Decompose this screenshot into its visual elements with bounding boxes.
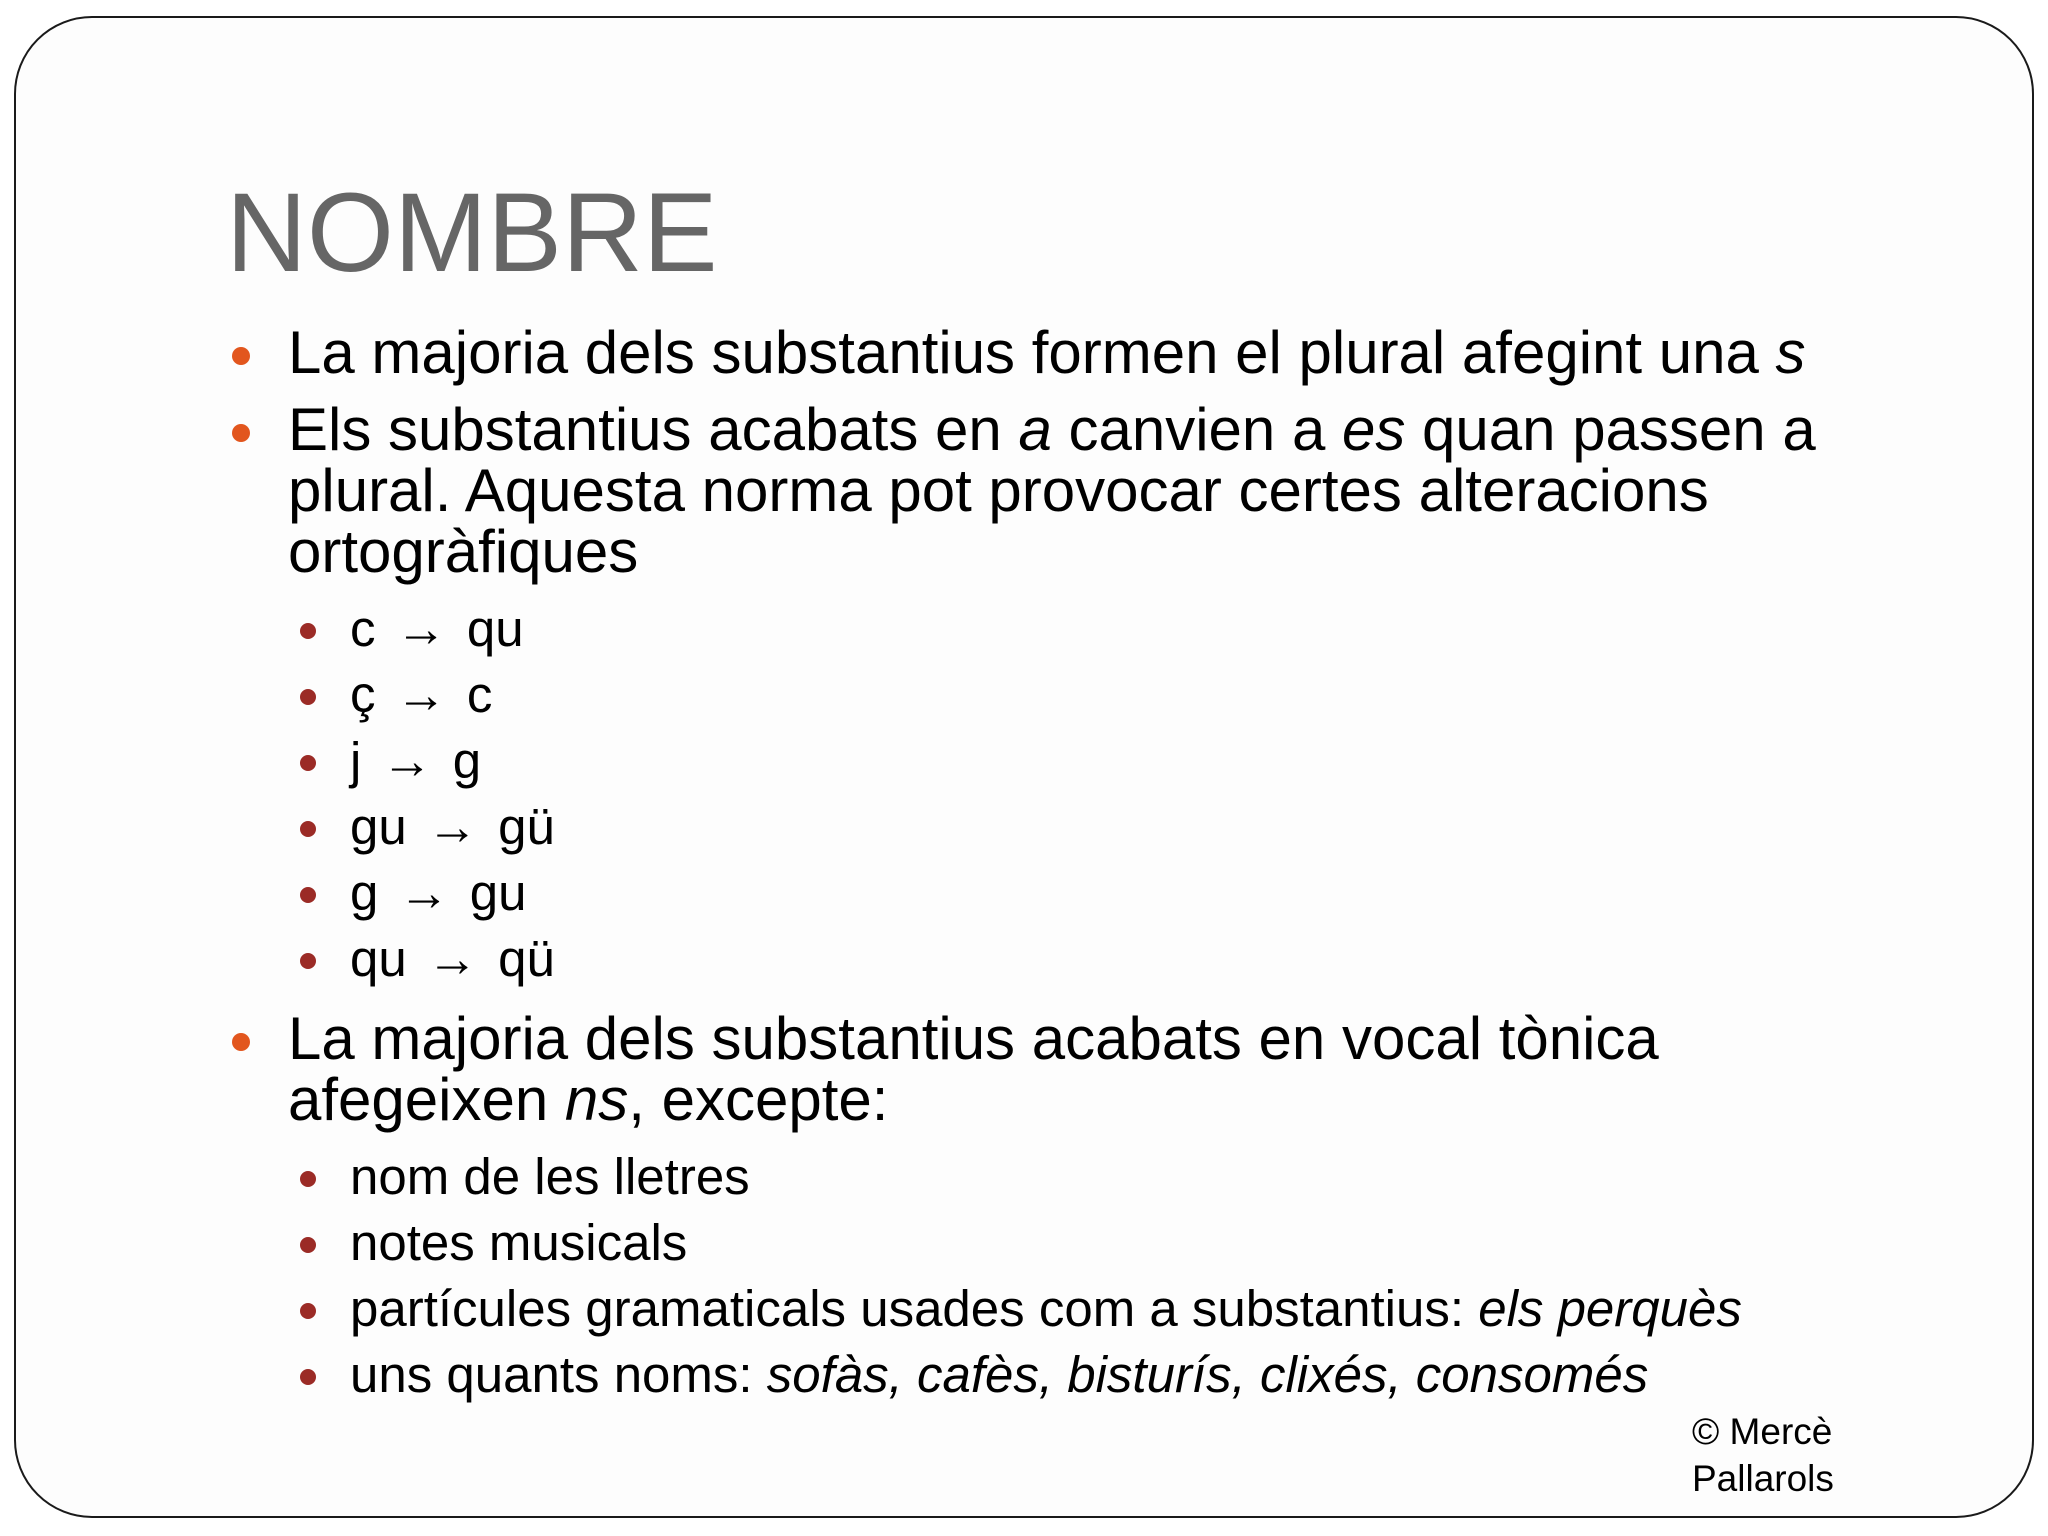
- sub-bullet-item: [288, 728, 1926, 794]
- sub-bullet-dot-icon: [300, 755, 316, 771]
- sub-bullet-item: [288, 794, 1926, 860]
- bullet-text: , excepte:: [628, 1066, 889, 1133]
- bullet-dot-icon: [232, 424, 250, 442]
- bullet-item-plural-s: [226, 319, 1926, 386]
- rule-from: c: [350, 600, 376, 657]
- bullet-item-plural-ns: [226, 1005, 1926, 1408]
- sub-bullet-item: [288, 860, 1926, 926]
- sub-bullet-item: [288, 1144, 1926, 1210]
- page-title: NOMBRE: [226, 170, 718, 295]
- bullet-text-italic: a: [1018, 396, 1052, 463]
- sub-bullet-item: [288, 1210, 1926, 1276]
- bullet-text: La majoria dels substantius acabats en vocal tònica afegeixen: [288, 1005, 1659, 1133]
- arrow-right-icon: →: [398, 864, 450, 921]
- sub-bullet-list: [288, 596, 1926, 992]
- rule-to: gu: [469, 864, 527, 921]
- bullet-text-italic: es: [1342, 396, 1406, 463]
- sub-bullet-text-italic: sofàs, cafès, bisturís, clixés, consomés: [766, 1346, 1649, 1403]
- rule-from: gu: [350, 798, 407, 855]
- rule-from: g: [350, 864, 379, 921]
- sub-bullet-dot-icon: [300, 1369, 316, 1385]
- bullet-text: La majoria dels substantius formen el plural afegint una: [288, 319, 1776, 386]
- rule-to: qü: [498, 930, 555, 987]
- sub-bullet-text: notes musicals: [350, 1214, 688, 1271]
- bullet-text-italic: ns: [564, 1066, 629, 1133]
- sub-bullet-dot-icon: [300, 953, 316, 969]
- bullet-dot-icon: [232, 1033, 250, 1051]
- bullet-text: canvien a: [1051, 396, 1342, 463]
- sub-bullet-dot-icon: [300, 1303, 316, 1319]
- sub-bullet-dot-icon: [300, 623, 316, 639]
- arrow-right-icon: →: [395, 600, 447, 657]
- bullet-dot-icon: [232, 347, 250, 365]
- sub-bullet-dot-icon: [300, 821, 316, 837]
- sub-bullet-item: [288, 1342, 1926, 1408]
- rule-from: j: [350, 732, 362, 789]
- sub-bullet-item: [288, 926, 1926, 992]
- sub-bullet-dot-icon: [300, 689, 316, 705]
- sub-bullet-text: uns quants noms:: [350, 1346, 767, 1403]
- sub-bullet-item: [288, 1276, 1926, 1342]
- bullet-list: [226, 319, 1926, 1408]
- rule-to: g: [452, 732, 482, 789]
- sub-bullet-list: [288, 1144, 1926, 1408]
- bullet-item-plural-es: [226, 396, 1926, 992]
- sub-bullet-dot-icon: [300, 1237, 316, 1253]
- sub-bullet-text: partícules gramaticals usades com a substantius:: [350, 1280, 1479, 1337]
- bullet-text-italic: s: [1775, 319, 1806, 386]
- rule-from: ç: [350, 666, 376, 723]
- arrow-right-icon: →: [381, 732, 433, 789]
- rule-to: c: [466, 666, 493, 723]
- sub-bullet-item: [288, 662, 1926, 728]
- sub-bullet-text-italic: els perquès: [1478, 1280, 1742, 1337]
- rule-to: qu: [466, 600, 524, 657]
- sub-bullet-item: [288, 596, 1926, 662]
- sub-bullet-dot-icon: [300, 1171, 316, 1187]
- arrow-right-icon: →: [395, 666, 447, 723]
- bullet-text: Els substantius acabats en: [288, 396, 1019, 463]
- bullet-text: quan passen a plural. Aquesta norma pot provocar certes alteracions ortogràfiques: [288, 396, 1816, 585]
- rule-to: gü: [498, 798, 555, 855]
- rule-from: qu: [350, 930, 407, 987]
- arrow-right-icon: →: [426, 798, 478, 855]
- sub-bullet-text: nom de les lletres: [350, 1148, 750, 1205]
- sub-bullet-dot-icon: [300, 887, 316, 903]
- arrow-right-icon: →: [426, 930, 478, 987]
- slide-content: [226, 319, 1926, 1424]
- copyright-note: © Mercè Pallarols: [1692, 1411, 1834, 1499]
